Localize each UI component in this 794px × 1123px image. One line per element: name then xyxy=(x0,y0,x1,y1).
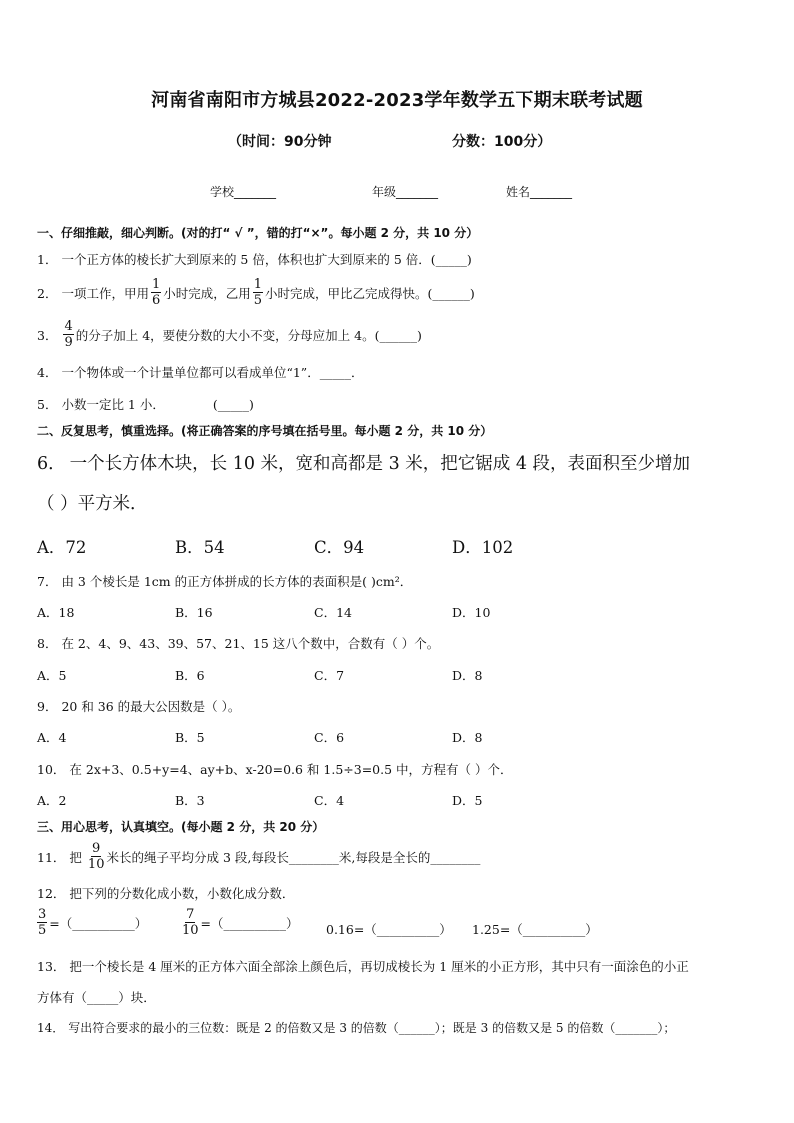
question-number: 4． xyxy=(37,365,58,380)
question-number: 10． xyxy=(37,762,66,777)
option-b: B．54 xyxy=(175,538,225,557)
question-text: 把一个棱长是 4 厘米的正方体六面全部涂上颜色后，再切成棱长为 1 厘米的小正方形，其中只有一面涂色的小正 xyxy=(69,959,689,974)
fraction xyxy=(63,320,73,349)
score-label: 分数：100分） xyxy=(452,134,552,150)
question-14 xyxy=(37,1019,675,1036)
question-13 xyxy=(37,957,689,975)
option-a: A．18 xyxy=(37,605,75,620)
question-11 xyxy=(37,842,480,871)
fraction xyxy=(253,278,263,307)
section-3-heading: 三、用心思考，认真填空。(每小题 2 分，共 20 分） xyxy=(37,820,325,834)
question-text: 一个正方体的棱长扩大到原来的 5 倍，体积也扩大到原来的 5 倍．(_____) xyxy=(61,252,472,267)
question-number: 2． xyxy=(37,285,58,301)
question-8 xyxy=(37,634,439,652)
question-text: 由 3 个棱长是 1cm 的正方体拼成的长方体的表面积是( )cm²． xyxy=(61,574,413,589)
numerator: 1 xyxy=(151,277,161,292)
option-c: C．7 xyxy=(314,668,345,683)
question-text: 把下列的分数化成小数，小数化成分数． xyxy=(69,886,295,901)
denominator: 6 xyxy=(151,293,161,308)
option-b: B．16 xyxy=(175,605,213,620)
question-7 xyxy=(37,572,412,590)
fraction xyxy=(88,842,105,871)
school-field: 学校_______ xyxy=(210,185,277,199)
option-d: D．8 xyxy=(452,668,483,683)
question-text: 把 xyxy=(69,849,82,865)
answer-blank: (_____) xyxy=(212,396,254,412)
question-text: 一个长方体木块，长 10 米，宽和高都是 3 米，把它锯成 4 段，表面积至少增加 xyxy=(69,454,691,474)
numerator: 9 xyxy=(92,841,101,856)
option-a: A．5 xyxy=(37,668,67,683)
option-c: C．94 xyxy=(314,538,365,557)
name-field: 姓名_______ xyxy=(506,185,573,199)
denominator: 5 xyxy=(38,923,47,938)
option-b: B．6 xyxy=(175,668,205,683)
question-3 xyxy=(37,320,422,349)
question-6 xyxy=(37,450,690,475)
question-9 xyxy=(37,697,240,715)
option-d: D．10 xyxy=(452,605,491,620)
fraction xyxy=(37,908,47,937)
question-number: 5． xyxy=(37,397,58,412)
question-number: 7． xyxy=(37,574,58,589)
question-number: 12． xyxy=(37,886,66,901)
question-number: 6． xyxy=(37,454,66,474)
option-a: A．4 xyxy=(37,730,67,745)
question-text: 在 2x+3、0.5+y=4、ay+b、x-20=0.6 和 1.5÷3=0.5 中，方程有（ ）个． xyxy=(69,762,513,777)
option-c: C．14 xyxy=(314,605,352,620)
section-1-heading: 一、仔细推敲，细心判断。(对的打“ √ ”，错的打“×”。每小题 2 分，共 10 分） xyxy=(37,226,479,240)
question-text: 小时完成，甲比乙完成得快。(______) xyxy=(265,285,475,301)
question-text: 一个物体或一个计量单位都可以看成单位“1”．_____． xyxy=(61,365,364,380)
question-10 xyxy=(37,760,513,778)
option-b: B．3 xyxy=(175,793,205,808)
question-12 xyxy=(37,884,294,902)
option-a: A．2 xyxy=(37,793,67,808)
numerator: 7 xyxy=(186,907,195,922)
answer-blank: =（__________） xyxy=(49,915,148,931)
question-1 xyxy=(37,250,472,268)
option-c: C．4 xyxy=(314,793,345,808)
question-12-item-b xyxy=(180,908,299,937)
question-text: 20 和 36 的最大公因数是（ ）。 xyxy=(61,699,241,714)
question-12-item-a xyxy=(37,908,147,937)
page-title: 河南省南阳市方城县2022-2023学年数学五下期末联考试题 xyxy=(151,90,643,111)
fraction xyxy=(151,278,161,307)
option-d: D．5 xyxy=(452,793,483,808)
option-c: C．6 xyxy=(314,730,345,745)
time-label: （时间：90分钟 xyxy=(228,134,332,150)
question-text: 的分子加上 4，要使分数的大小不变，分母应加上 4。(______) xyxy=(75,327,422,343)
option-d: D．102 xyxy=(452,538,514,557)
question-6-line-2: （ ）平方米． xyxy=(37,494,148,514)
question-text: 小数一定比 1 小． xyxy=(61,397,165,412)
numerator: 4 xyxy=(64,319,73,334)
numerator: 3 xyxy=(38,907,47,922)
question-text: 写出符合要求的最小的三位数：既是 2 的倍数又是 3 的倍数（______）；既是 3 的倍数又是 5 的倍数（_______）； xyxy=(68,1021,676,1035)
question-12-item-d: 1.25=（__________） xyxy=(472,922,598,937)
question-number: 3． xyxy=(37,327,58,343)
question-number: 11． xyxy=(37,849,66,865)
question-number: 9． xyxy=(37,699,58,714)
option-b: B．5 xyxy=(175,730,205,745)
denominator: 9 xyxy=(64,335,73,350)
denominator: 10 xyxy=(87,857,105,872)
section-2-heading: 二、反复思考，慎重选择。(将正确答案的序号填在括号里。每小题 2 分，共 10 分） xyxy=(37,424,493,438)
fraction xyxy=(182,908,199,937)
question-5 xyxy=(37,395,254,413)
question-number: 1． xyxy=(37,252,58,267)
question-number: 13． xyxy=(37,959,66,974)
denominator: 10 xyxy=(182,923,199,938)
option-d: D．8 xyxy=(452,730,483,745)
answer-blank: =（__________） xyxy=(200,915,299,931)
question-text: 米长的绳子平均分成 3 段,每段长________米,每段是全长的________ xyxy=(106,849,481,865)
option-a: A．72 xyxy=(37,538,87,557)
question-13-line-2: 方体有（_____）块． xyxy=(37,990,156,1005)
question-12-item-c: 0.16=（__________） xyxy=(326,922,452,937)
question-4 xyxy=(37,363,363,381)
grade-field: 年级_______ xyxy=(372,185,439,199)
question-2 xyxy=(37,278,475,307)
question-text: 小时完成，乙用 xyxy=(163,285,251,301)
numerator: 1 xyxy=(253,277,263,292)
question-number: 8． xyxy=(37,636,58,651)
question-text: 在 2、4、9、43、39、57、21、15 这八个数中，合数有（ ）个。 xyxy=(61,636,440,651)
question-text: 一项工作，甲用 xyxy=(61,285,149,301)
denominator: 5 xyxy=(253,293,263,308)
question-number: 14． xyxy=(37,1021,65,1035)
